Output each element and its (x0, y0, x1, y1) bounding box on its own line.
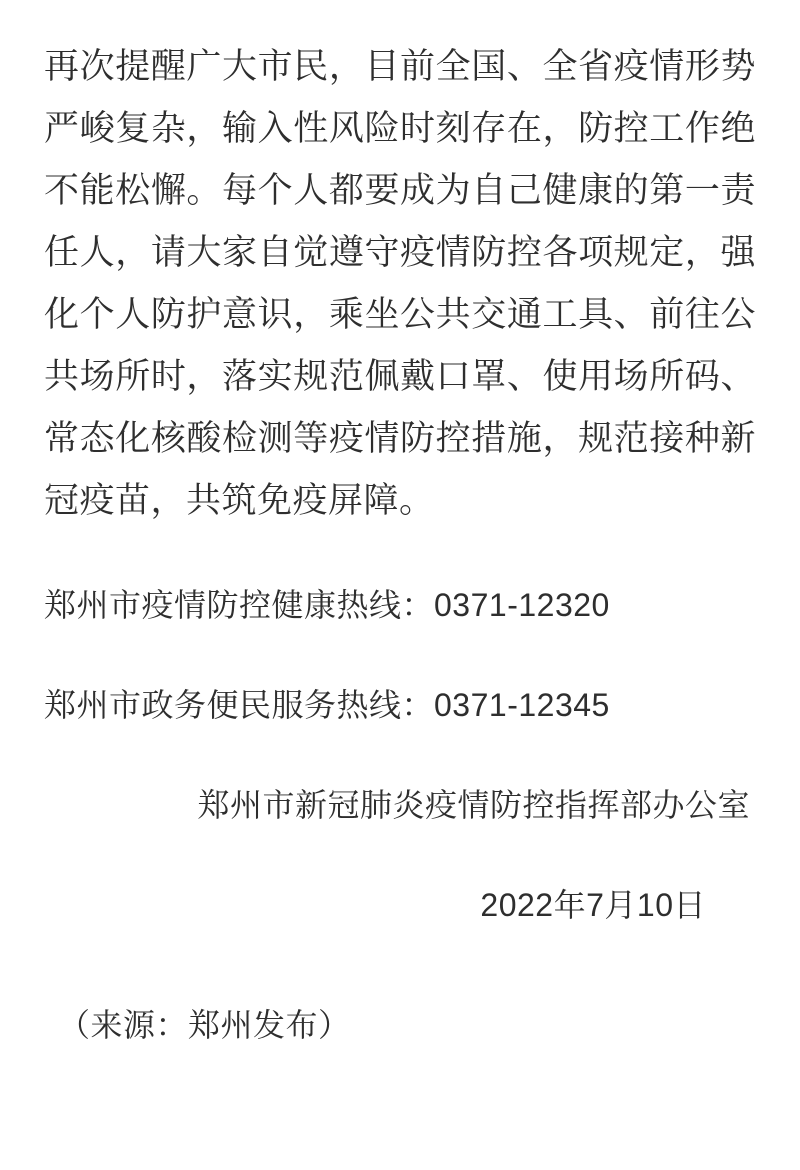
government-service-hotline-line: 郑州市政务便民服务热线：0371-12345 (44, 687, 610, 723)
source-attribution: （来源：郑州发布） (58, 1007, 351, 1043)
issuing-office-signature: 郑州市新冠肺炎疫情防控指挥部办公室 (197, 787, 750, 823)
issue-date: 2022年7月10日 (480, 887, 706, 923)
health-hotline-line: 郑州市疫情防控健康热线：0371-12320 (44, 587, 610, 623)
notice-body-paragraph: 再次提醒广大市民，目前全国、全省疫情形势严峻复杂，输入性风险时刻存在，防控工作绝不能松懈。每个人都要成为自己健康的第一责任人，请大家自觉遵守疫情防控各项规定，强化个人防护意识，乘坐公共交通工具、前往公共场所时，落实规范佩戴口罩、使用场所码、常态化核酸检测等疫情防控措施，规范接种新冠疫苗，共筑免疫屏障。 (44, 47, 756, 520)
